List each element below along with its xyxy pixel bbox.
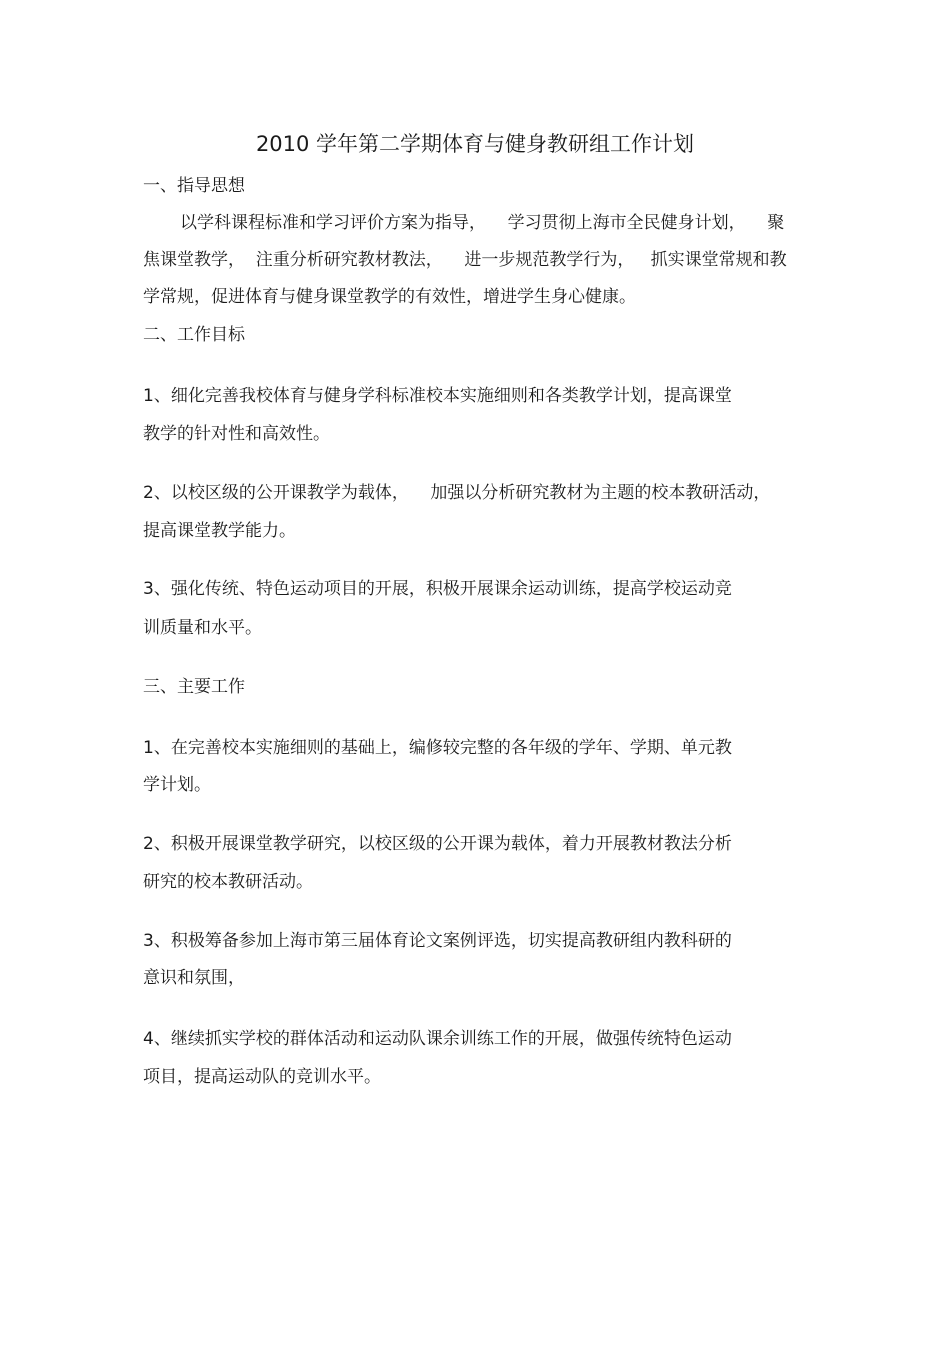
list-item-line: 意识和氛围， [143, 968, 245, 988]
list-item-line: 教学的针对性和高效性。 [143, 424, 330, 444]
list-item-line: 1、在完善校本实施细则的基础上，编修较完整的各年级的学年、学期、单元教 [143, 738, 732, 758]
list-item-line: 4、继续抓实学校的群体活动和运动队课余训练工作的开展，做强传统特色运动 [143, 1029, 732, 1049]
list-item-line: 2、积极开展课堂教学研究，以校区级的公开课为载体，着力开展教材教法分析 [143, 834, 732, 854]
document-title: 2010 学年第二学期体育与健身教研组工作计划 [255, 132, 695, 156]
list-item-line: 训质量和水平。 [143, 618, 262, 638]
list-item-line: 3、积极筹备参加上海市第三届体育论文案例评选，切实提高教研组内教科研的 [143, 931, 732, 951]
list-item-line: 2、以校区级的公开课教学为载体， 加强以分析研究教材为主题的校本教研活动， [143, 483, 771, 503]
list-item-line: 项目，提高运动队的竞训水平。 [143, 1067, 381, 1087]
list-item-line: 3、强化传统、特色运动项目的开展，积极开展课余运动训练，提高学校运动竞 [143, 579, 732, 599]
section-heading-work-goals: 二、工作目标 [143, 325, 245, 345]
list-item-line: 1、细化完善我校体育与健身学科标准校本实施细则和各类教学计划，提高课堂 [143, 386, 732, 406]
paragraph-line: 学常规，促进体育与健身课堂教学的有效性，增进学生身心健康。 [143, 287, 636, 307]
section-heading-main-work: 三、主要工作 [143, 677, 245, 697]
list-item-line: 提高课堂教学能力。 [143, 521, 296, 541]
section-heading-guiding-ideology: 一、指导思想 [143, 176, 245, 196]
paragraph-line: 以学科课程标准和学习评价方案为指导， 学习贯彻上海市全民健身计划， 聚 [180, 213, 785, 233]
list-item-line: 学计划。 [143, 775, 211, 795]
list-item-line: 研究的校本教研活动。 [143, 872, 313, 892]
paragraph-line: 焦课堂教学， 注重分析研究教材教法， 进一步规范教学行为， 抓实课堂常规和教 [143, 250, 787, 270]
